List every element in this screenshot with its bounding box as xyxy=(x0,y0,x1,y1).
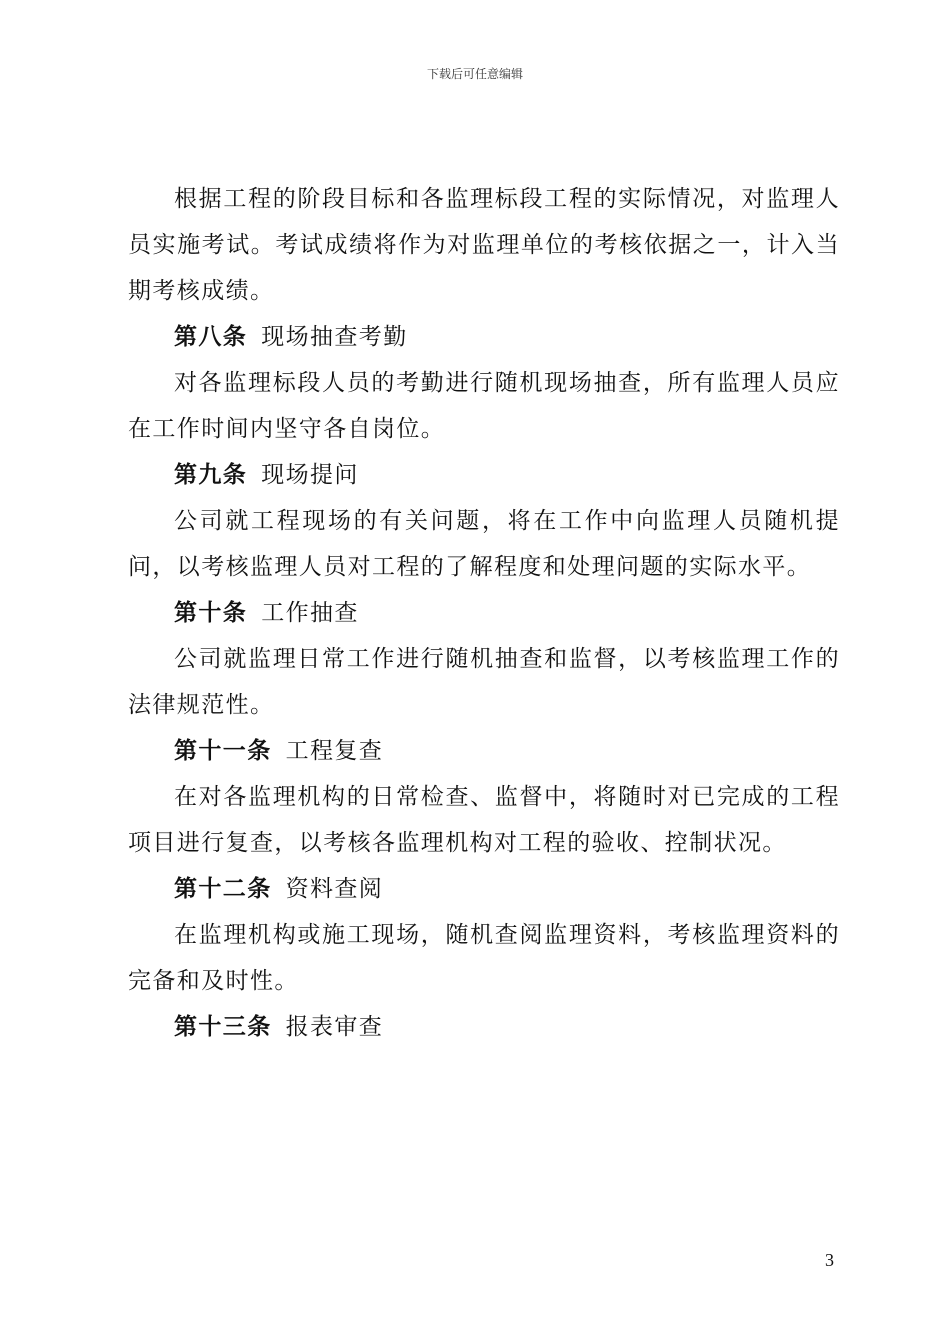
article-heading xyxy=(128,728,840,774)
article-heading xyxy=(128,590,840,636)
article-title: 工程复查 xyxy=(285,738,384,764)
paragraph: 公司就工程现场的有关问题，将在工作中向监理人员随机提问，以考核监理人员对工程的了解程度和处理问题的实际水平。 xyxy=(128,508,840,580)
article-number: 第十条 xyxy=(174,600,248,626)
article-number: 第十一条 xyxy=(174,738,272,764)
article-number: 第八条 xyxy=(174,324,248,350)
paragraph: 在对各监理机构的日常检查、监督中，将随时对已完成的工程项目进行复查，以考核各监理机构对工程的验收、控制状况。 xyxy=(128,784,840,856)
paragraph: 对各监理标段人员的考勤进行随机现场抽查，所有监理人员应在工作时间内坚守各自岗位。 xyxy=(128,370,840,442)
article-heading xyxy=(128,866,840,912)
article-title: 现场抽查考勤 xyxy=(261,324,408,350)
article-title: 资料查阅 xyxy=(285,876,384,902)
article-number: 第十三条 xyxy=(174,1014,272,1040)
paragraph: 在监理机构或施工现场，随机查阅监理资料，考核监理资料的完备和及时性。 xyxy=(128,922,840,994)
article-number: 第九条 xyxy=(174,462,248,488)
page-number: 3 xyxy=(825,1250,834,1270)
article-title: 现场提问 xyxy=(261,462,359,488)
article-number: 第十二条 xyxy=(174,876,272,902)
article-heading xyxy=(128,314,840,360)
document-body xyxy=(128,176,840,1050)
article-heading xyxy=(128,452,840,498)
article-title: 工作抽查 xyxy=(261,600,359,626)
article-heading xyxy=(128,1004,840,1050)
article-title: 报表审查 xyxy=(285,1014,384,1040)
paragraph: 根据工程的阶段目标和各监理标段工程的实际情况，对监理人员实施考试。考试成绩将作为对监理单位的考核依据之一，计入当期考核成绩。 xyxy=(128,186,840,304)
page-header: 下载后可任意编辑 xyxy=(426,67,523,81)
paragraph: 公司就监理日常工作进行随机抽查和监督，以考核监理工作的法律规范性。 xyxy=(128,646,840,718)
